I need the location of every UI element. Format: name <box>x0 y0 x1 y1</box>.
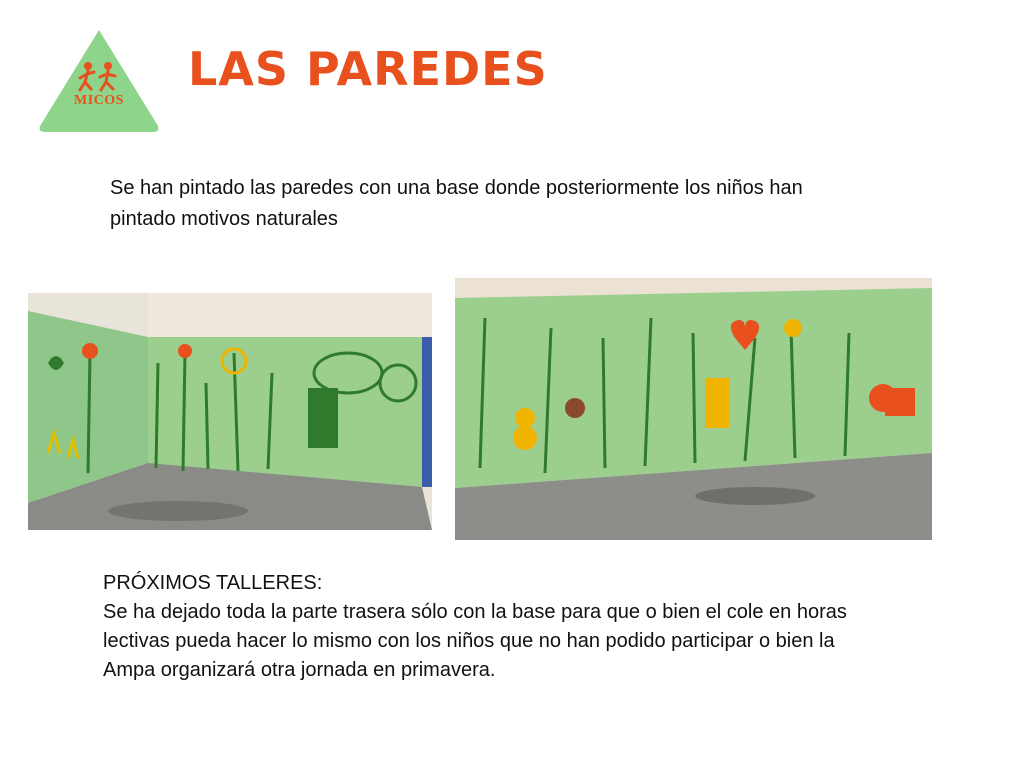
next-workshops <box>103 569 863 685</box>
logo-triangle <box>36 26 162 134</box>
page-title: LAS PAREDES <box>188 42 548 96</box>
next-workshops-heading: PRÓXIMOS TALLERES: <box>103 572 323 594</box>
logo-text: MICOS <box>74 93 124 108</box>
mural-photo-left <box>28 293 432 530</box>
intro-text: Se han pintado las paredes con una base donde posteriormente los niños han pintado motivos naturales <box>110 177 803 230</box>
next-workshops-body: Se ha dejado toda la parte trasera sólo con la base para que o bien el cole en horas lectivas pueda hacer lo mismo con los niños que no han podido participar o bien la Ampa organizará otra jornada en primavera. <box>103 601 847 681</box>
micos-logo <box>36 26 162 134</box>
mural-photo-right <box>455 278 932 540</box>
